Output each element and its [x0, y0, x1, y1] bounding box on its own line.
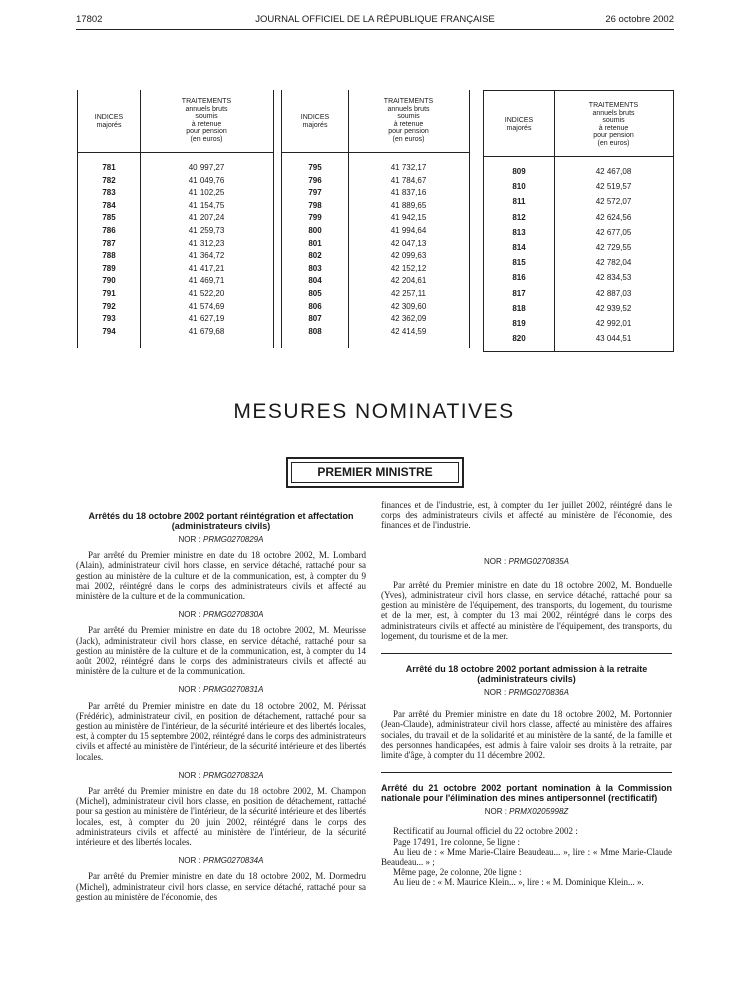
- indice-cell: 785: [102, 213, 116, 223]
- traitement-cell: 41 049,76: [188, 175, 225, 185]
- traitement-cell: 41 469,71: [188, 276, 225, 286]
- indice-cell: 804: [308, 276, 322, 286]
- traitement-cell: 41 732,17: [390, 163, 427, 172]
- page-header: [76, 14, 674, 28]
- nor-reference: NOR : PRMG0270830A: [178, 610, 264, 620]
- traitement-cell: 41 574,69: [188, 301, 225, 311]
- nor-reference: NOR : PRMG0270831A: [178, 685, 264, 695]
- nor-reference: NOR : PRMG0270834A: [178, 856, 264, 866]
- traitement-cell: 41 784,67: [390, 175, 427, 185]
- traitement-cell: 42 729,55: [595, 243, 632, 252]
- traitement-cell: 42 257,11: [391, 289, 426, 298]
- nor-reference: NOR : PRMX0205998Z: [484, 807, 569, 817]
- indice-cell: 799: [308, 213, 322, 223]
- right-column: [381, 500, 672, 888]
- indice-cell: 786: [102, 226, 116, 235]
- indice-cell: 781: [102, 163, 116, 172]
- traitement-cell: 41 942,15: [390, 213, 427, 223]
- indices-header: INDICES majorés: [504, 117, 534, 132]
- traitement-cell: 41 627,19: [188, 314, 225, 324]
- indices-header: INDICES majorés: [94, 114, 124, 129]
- indice-cell: 784: [102, 200, 116, 210]
- indice-cell: 805: [308, 289, 322, 298]
- left-column: [76, 511, 366, 902]
- traitement-cell: 41 522,20: [188, 289, 225, 298]
- page-number: 17802: [76, 14, 103, 25]
- indice-cell: 817: [512, 288, 526, 298]
- indice-cell: 802: [308, 251, 322, 261]
- traitement-cell: 41 364,72: [188, 251, 225, 261]
- separator: [381, 653, 672, 654]
- traitement-cell: 42 152,12: [390, 263, 427, 273]
- paragraph: Par arrêté du Premier ministre en date du 18 octobre 2002, M. Lombard (Alain), administrateur civil hors classe, en service détaché, rattaché pour sa gestion au ministère de la culture et de la communication, est, à compter du 9 mai 2002, réintégré dans le corps des administrateurs civils et affecté au ministère de la culture et de la communication.: [76, 550, 366, 602]
- traitement-cell: 41 417,21: [188, 263, 225, 273]
- indice-cell: 812: [512, 212, 526, 222]
- traitement-cell: 42 414,59: [390, 326, 427, 336]
- indice-cell: 818: [512, 303, 526, 313]
- traitement-cell: 42 624,56: [595, 212, 632, 222]
- paragraph: Par arrêté du Premier ministre en date du 18 octobre 2002, M. Meurisse (Jack), administrateur civil hors classe, en service détaché, rattaché pour sa gestion au ministère de la culture et de la communication, est, à compter du 14 août 2002, réintégré dans le corps des administrateurs civils et affecté au ministère de la culture et de la communication.: [76, 625, 366, 677]
- table-header: [484, 91, 673, 157]
- nor-reference: NOR : PRMG0270835A: [484, 556, 569, 566]
- traitement-cell: 42 362,09: [390, 314, 427, 324]
- nor-reference: NOR : PRMG0270832A: [178, 770, 264, 780]
- indice-cell: 813: [512, 227, 526, 237]
- separator: [381, 772, 672, 773]
- traitement-cell: 42 834,53: [595, 273, 632, 283]
- rectificatif-line: Page 17491, 1re colonne, 5e ligne :: [393, 836, 520, 847]
- rectificatif-line: Même page, 2e colonne, 20e ligne :: [393, 867, 522, 878]
- indice-cell: 816: [512, 273, 526, 283]
- traitement-cell: 42 782,04: [595, 258, 632, 268]
- indice-cell: 793: [102, 314, 116, 324]
- arrete-title: Arrêté du 21 octobre 2002 portant nomination à la Commission nationale pour l'élimination des mines antipersonnel (rectificatif): [381, 783, 672, 804]
- indice-cell: 796: [308, 175, 322, 185]
- indice-cell: 782: [102, 175, 116, 185]
- traitements-header: TRAITEMENTS annuels bruts soumis à retenue pour pension (en euros): [181, 98, 232, 143]
- paragraph: finances et de l'industrie, est, à compter du 1er juillet 2002, réintégré dans le corps des administrateurs civils et affecté au ministère de l'économie, des finances et de l'industrie.: [381, 500, 672, 531]
- indice-cell: 783: [102, 188, 116, 198]
- indice-cell: 820: [512, 334, 526, 344]
- traitement-cell: 41 679,68: [188, 326, 225, 336]
- indice-cell: 807: [308, 314, 322, 324]
- traitement-cell: 42 099,63: [390, 251, 427, 261]
- traitement-cell: 41 994,64: [390, 226, 427, 235]
- traitement-cell: 41 889,65: [390, 200, 427, 210]
- paragraph: Par arrêté du Premier ministre en date du 18 octobre 2002, M. Champon (Michel), administrateur civil hors classe, en position de détachement, rattaché pour sa gestion au ministère de l'intérieur, de la sécurité intérieure et des libertés locales, est, à compter du 20 juin 2002, réintégré dans le corps des administrateurs civils et affecté au ministère de l'intérieur, de la sécurité intérieure et des libertés locales.: [76, 786, 366, 848]
- traitements-header: TRAITEMENTS annuels bruts soumis à retenue pour pension (en euros): [588, 102, 639, 147]
- traitement-cell: 42 519,57: [595, 182, 632, 192]
- rectificatif-line: Rectificatif au Journal officiel du 22 octobre 2002 :: [393, 826, 578, 837]
- paragraph: Par arrêté du Premier ministre en date du 18 octobre 2002, M. Dormedru (Michel), administrateur civil hors classe, en service détaché, rattaché pour sa gestion au ministère de l'économie, des: [76, 871, 366, 902]
- indice-cell: 787: [102, 238, 116, 248]
- traitement-cell: 42 572,07: [595, 197, 632, 207]
- arrete-title: Arrêtés du 18 octobre 2002 portant réintégration et affectation (administrateurs civils): [88, 511, 354, 531]
- indice-cell: 819: [512, 319, 526, 328]
- issue-date: 26 octobre 2002: [605, 14, 674, 25]
- indice-cell: 809: [512, 167, 526, 176]
- indice-cell: 794: [102, 326, 116, 336]
- traitement-cell: 42 309,60: [390, 301, 427, 311]
- journal-title: JOURNAL OFFICIEL DE LA RÉPUBLIQUE FRANÇAISE: [255, 14, 495, 25]
- traitement-cell: 41 259,73: [188, 226, 225, 235]
- indice-cell: 788: [102, 251, 116, 261]
- indice-cell: 814: [512, 243, 526, 252]
- traitement-cell: 41 837,16: [390, 188, 427, 198]
- indice-cell: 803: [308, 263, 322, 273]
- indice-cell: 800: [308, 226, 322, 235]
- indice-cell: 789: [102, 263, 116, 273]
- traitement-cell: 41 207,24: [188, 213, 225, 223]
- indice-cell: 792: [102, 301, 116, 311]
- section-title: MESURES NOMINATIVES: [233, 400, 515, 423]
- indice-cell: 797: [308, 188, 322, 198]
- header-rule: [76, 29, 674, 30]
- indice-cell: 795: [308, 163, 322, 172]
- nor-reference: NOR : PRMG0270836A: [484, 688, 569, 698]
- table-header: [282, 90, 469, 153]
- rectificatif-line: Au lieu de : « Mme Marie-Claire Beaudeau... », lire : « Mme Marie-Claude Beaudeau... » ;: [381, 846, 672, 868]
- indice-cell: 790: [102, 276, 116, 286]
- ministry-box: [286, 457, 464, 488]
- indices-header: INDICES majorés: [300, 114, 330, 129]
- traitement-cell: 42 204,61: [390, 276, 427, 286]
- indice-cell: 808: [308, 326, 322, 336]
- paragraph: Par arrêté du Premier ministre en date du 18 octobre 2002, M. Périssat (Frédéric), administrateur civil, en position de détachement, rattaché pour sa gestion au ministère de l'intérieur, de la sécurité intérieure et des libertés locales, est, à compter du 15 septembre 2002, réintégré dans le corps des administrateurs civils et affecté au ministère de l'intérieur, de la sécurité intérieure et des libertés locales.: [76, 700, 366, 762]
- nor-reference: NOR : PRMG0270829A: [178, 535, 264, 544]
- salary-table-2: [281, 90, 470, 348]
- traitement-cell: 41 312,23: [188, 238, 225, 248]
- indice-cell: 798: [308, 200, 322, 210]
- indice-cell: 791: [102, 289, 116, 298]
- traitement-cell: 42 467,08: [595, 167, 632, 176]
- traitement-cell: 42 939,52: [595, 303, 632, 313]
- traitement-cell: 42 887,03: [595, 288, 632, 298]
- rectificatif-line: Au lieu de : « M. Maurice Klein... », lire : « M. Dominique Klein... ».: [393, 877, 644, 888]
- traitement-cell: 43 044,51: [595, 334, 632, 344]
- salary-table-3: [483, 90, 674, 352]
- arrete-title: Arrêté du 18 octobre 2002 portant admission à la retraite (administrateurs civils): [405, 664, 648, 685]
- traitement-cell: 41 154,75: [188, 200, 225, 210]
- paragraph: Par arrêté du Premier ministre en date du 18 octobre 2002, M. Portonnier (Jean-Claude), administrateur civil hors classe, affecté au ministère des affaires sociales, du travail et de la solidarité et au ministère de la santé, de la famille et des personnes handicapées, est admis à faire valoir ses droits à la retraite, par limite d'âge, à compter du 11 décembre 2002.: [381, 709, 672, 761]
- salary-table-1: [77, 90, 274, 348]
- indice-cell: 815: [512, 258, 526, 268]
- table-header: [78, 90, 273, 153]
- traitement-cell: 42 677,05: [595, 227, 632, 237]
- ministry-title: PREMIER MINISTRE: [291, 462, 459, 483]
- traitement-cell: 42 992,01: [595, 319, 632, 328]
- traitement-cell: 42 047,13: [390, 238, 427, 248]
- traitement-cell: 40 997,27: [188, 163, 225, 172]
- indice-cell: 811: [512, 197, 526, 207]
- indice-cell: 810: [512, 182, 526, 192]
- traitement-cell: 41 102,25: [188, 188, 225, 198]
- indice-cell: 801: [308, 238, 322, 248]
- traitements-header: TRAITEMENTS annuels bruts soumis à retenue pour pension (en euros): [383, 98, 434, 143]
- paragraph: Par arrêté du Premier ministre en date du 18 octobre 2002, M. Bonduelle (Yves), administrateur civil hors classe, en service détaché, rattaché pour sa gestion au ministère de l'équipement, des transports, du logement, du tourisme et de la mer, est, à compter du 13 mai 2002, réintégré dans le corps des administrateurs civils et affecté au ministère de l'équipement, des transports, du logement, du tourisme et de la mer.: [381, 579, 672, 641]
- indice-cell: 806: [308, 301, 322, 311]
